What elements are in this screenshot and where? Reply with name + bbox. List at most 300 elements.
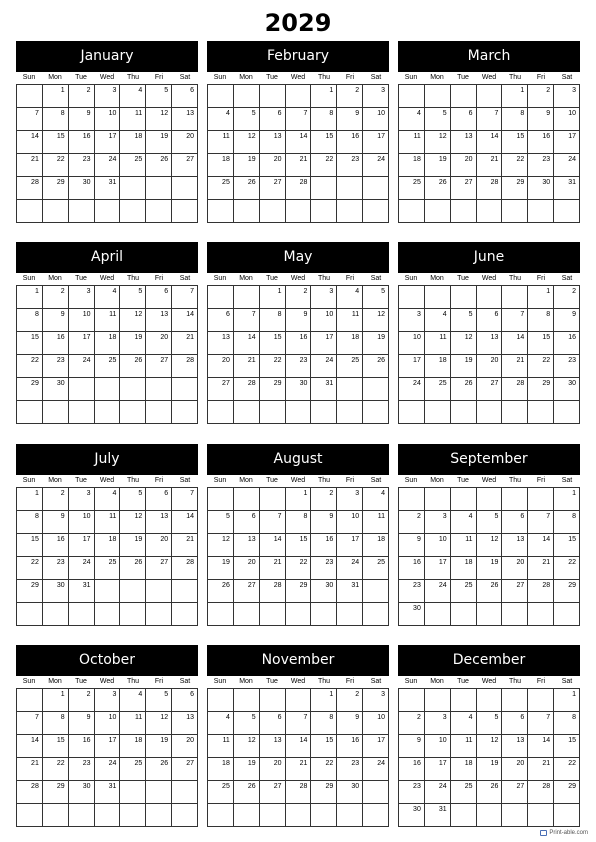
month-february <box>207 41 389 224</box>
day-cell <box>399 286 425 309</box>
day-cell: 25 <box>425 378 451 401</box>
day-cell: 20 <box>451 154 477 177</box>
day-cell: 30 <box>337 781 363 804</box>
day-cell <box>477 401 503 424</box>
day-cell: 19 <box>120 332 146 355</box>
weekday-label: Wed <box>481 477 497 484</box>
weekday-label: Fri <box>345 678 355 685</box>
weekday-label: Mon <box>239 477 253 484</box>
day-cell: 20 <box>234 557 260 580</box>
weekday-label: Wed <box>290 477 306 484</box>
weekday-row <box>398 72 580 84</box>
day-cell <box>146 177 172 200</box>
day-cell: 17 <box>337 534 363 557</box>
day-cell: 19 <box>146 735 172 758</box>
day-grid <box>398 688 580 827</box>
day-cell: 20 <box>502 758 528 781</box>
day-cell: 14 <box>502 332 528 355</box>
day-cell: 2 <box>311 488 337 511</box>
day-grid <box>16 487 198 626</box>
day-cell: 30 <box>69 177 95 200</box>
weekday-row <box>207 72 389 84</box>
day-cell <box>260 85 286 108</box>
weekday-label: Sat <box>370 678 382 685</box>
weekday-label: Thu <box>508 74 522 81</box>
day-cell <box>286 689 312 712</box>
day-cell: 31 <box>95 781 121 804</box>
day-cell: 8 <box>17 309 43 332</box>
day-cell: 1 <box>311 85 337 108</box>
day-cell: 22 <box>17 355 43 378</box>
day-cell: 6 <box>208 309 234 332</box>
day-cell: 2 <box>399 511 425 534</box>
day-cell: 7 <box>17 108 43 131</box>
day-cell: 11 <box>337 309 363 332</box>
month-header: June <box>398 242 580 273</box>
weekday-label: Wed <box>290 275 306 282</box>
day-cell: 29 <box>311 781 337 804</box>
day-cell <box>363 177 389 200</box>
weekday-label: Tue <box>457 477 469 484</box>
day-cell: 11 <box>208 131 234 154</box>
day-cell: 29 <box>260 378 286 401</box>
weekday-row <box>16 72 198 84</box>
day-cell <box>528 401 554 424</box>
day-cell: 27 <box>146 355 172 378</box>
weekday-label: Mon <box>48 74 62 81</box>
day-cell: 11 <box>95 511 121 534</box>
day-cell: 24 <box>95 758 121 781</box>
day-cell: 10 <box>363 108 389 131</box>
day-cell: 7 <box>260 511 286 534</box>
day-cell: 25 <box>95 355 121 378</box>
day-cell <box>69 401 95 424</box>
day-grid <box>398 487 580 626</box>
day-cell <box>311 401 337 424</box>
weekday-label: Sat <box>370 275 382 282</box>
day-cell: 20 <box>146 534 172 557</box>
day-cell <box>528 200 554 223</box>
day-cell: 1 <box>311 689 337 712</box>
day-cell: 13 <box>477 332 503 355</box>
day-cell: 7 <box>477 108 503 131</box>
weekday-label: Sun <box>404 477 418 484</box>
day-cell <box>363 401 389 424</box>
day-cell <box>554 804 580 827</box>
day-cell <box>337 378 363 401</box>
day-cell: 9 <box>286 309 312 332</box>
day-cell: 22 <box>260 355 286 378</box>
day-cell: 14 <box>172 309 198 332</box>
day-cell: 23 <box>69 758 95 781</box>
day-cell: 31 <box>425 804 451 827</box>
day-cell: 23 <box>554 355 580 378</box>
day-cell: 30 <box>43 580 69 603</box>
day-cell: 8 <box>260 309 286 332</box>
day-cell: 14 <box>528 534 554 557</box>
day-cell: 21 <box>528 758 554 781</box>
day-cell <box>260 603 286 626</box>
day-cell: 19 <box>120 534 146 557</box>
day-cell: 19 <box>234 154 260 177</box>
day-cell: 10 <box>311 309 337 332</box>
day-cell: 27 <box>502 781 528 804</box>
day-cell: 5 <box>208 511 234 534</box>
day-cell <box>120 378 146 401</box>
day-cell: 4 <box>208 108 234 131</box>
weekday-label: Fri <box>345 477 355 484</box>
day-cell: 13 <box>208 332 234 355</box>
day-cell <box>234 603 260 626</box>
day-cell: 3 <box>363 689 389 712</box>
day-cell <box>17 689 43 712</box>
day-cell: 9 <box>528 108 554 131</box>
day-cell: 22 <box>311 758 337 781</box>
day-cell <box>120 177 146 200</box>
month-march <box>398 41 580 224</box>
day-cell: 2 <box>43 286 69 309</box>
day-cell: 29 <box>43 177 69 200</box>
day-cell: 25 <box>399 177 425 200</box>
day-cell: 16 <box>69 735 95 758</box>
day-cell <box>399 689 425 712</box>
day-cell <box>146 781 172 804</box>
day-cell: 18 <box>425 355 451 378</box>
day-cell: 26 <box>234 781 260 804</box>
day-cell <box>451 603 477 626</box>
weekday-label: Thu <box>508 275 522 282</box>
weekday-label: Mon <box>430 477 444 484</box>
day-cell: 7 <box>17 712 43 735</box>
day-cell: 7 <box>528 511 554 534</box>
day-cell: 9 <box>337 712 363 735</box>
day-cell: 13 <box>502 534 528 557</box>
weekday-label: Thu <box>317 477 331 484</box>
month-june <box>398 242 580 425</box>
weekday-label: Sun <box>213 477 227 484</box>
day-cell: 23 <box>43 355 69 378</box>
day-cell: 29 <box>554 781 580 804</box>
weekday-label: Sun <box>213 678 227 685</box>
day-cell <box>208 200 234 223</box>
day-cell <box>286 401 312 424</box>
weekday-label: Tue <box>457 678 469 685</box>
day-cell: 17 <box>311 332 337 355</box>
day-cell: 20 <box>146 332 172 355</box>
day-cell <box>260 488 286 511</box>
day-cell: 24 <box>69 557 95 580</box>
day-cell <box>363 580 389 603</box>
day-cell: 15 <box>286 534 312 557</box>
day-cell: 13 <box>172 712 198 735</box>
day-cell <box>17 401 43 424</box>
day-cell: 2 <box>43 488 69 511</box>
day-cell: 4 <box>120 85 146 108</box>
day-cell: 3 <box>554 85 580 108</box>
day-cell <box>146 200 172 223</box>
day-cell: 24 <box>337 557 363 580</box>
day-cell: 8 <box>502 108 528 131</box>
month-header: April <box>16 242 198 273</box>
weekday-label: Wed <box>290 74 306 81</box>
day-cell: 4 <box>95 488 121 511</box>
day-cell: 21 <box>286 154 312 177</box>
day-cell: 10 <box>69 309 95 332</box>
day-cell: 6 <box>502 511 528 534</box>
day-cell: 18 <box>451 557 477 580</box>
weekday-label: Wed <box>99 477 115 484</box>
day-cell: 1 <box>554 689 580 712</box>
day-cell: 17 <box>554 131 580 154</box>
weekday-label: Thu <box>317 74 331 81</box>
weekday-label: Fri <box>345 275 355 282</box>
day-cell: 2 <box>69 689 95 712</box>
day-cell: 5 <box>234 712 260 735</box>
weekday-row <box>207 676 389 688</box>
day-cell <box>337 804 363 827</box>
day-cell: 9 <box>43 309 69 332</box>
month-october <box>16 645 198 828</box>
day-cell: 13 <box>146 511 172 534</box>
day-cell: 18 <box>120 131 146 154</box>
day-cell: 10 <box>69 511 95 534</box>
day-cell: 25 <box>337 355 363 378</box>
day-cell: 17 <box>95 735 121 758</box>
day-cell: 14 <box>17 131 43 154</box>
weekday-label: Thu <box>317 275 331 282</box>
day-cell: 15 <box>311 131 337 154</box>
day-cell: 28 <box>17 781 43 804</box>
day-cell: 11 <box>120 108 146 131</box>
day-cell <box>172 580 198 603</box>
day-cell: 24 <box>95 154 121 177</box>
weekday-label: Fri <box>154 275 164 282</box>
weekday-label: Fri <box>154 678 164 685</box>
day-cell: 5 <box>451 309 477 332</box>
day-cell <box>477 689 503 712</box>
day-cell: 1 <box>286 488 312 511</box>
day-cell: 3 <box>425 511 451 534</box>
day-cell: 25 <box>451 580 477 603</box>
day-cell: 23 <box>528 154 554 177</box>
day-cell: 9 <box>554 309 580 332</box>
day-cell <box>208 401 234 424</box>
day-cell: 28 <box>286 781 312 804</box>
day-cell: 20 <box>260 154 286 177</box>
day-cell: 2 <box>337 689 363 712</box>
day-cell <box>172 177 198 200</box>
day-cell: 1 <box>43 689 69 712</box>
day-cell <box>69 378 95 401</box>
day-cell: 18 <box>399 154 425 177</box>
day-cell <box>528 488 554 511</box>
day-cell: 9 <box>43 511 69 534</box>
day-cell: 19 <box>451 355 477 378</box>
day-cell <box>363 781 389 804</box>
weekday-label: Sun <box>22 678 36 685</box>
weekday-label: Thu <box>126 275 140 282</box>
day-cell: 29 <box>43 781 69 804</box>
day-cell <box>172 200 198 223</box>
day-cell: 8 <box>528 309 554 332</box>
day-cell: 23 <box>337 758 363 781</box>
footer-logo-text: Print-able.com <box>549 830 588 836</box>
day-cell: 3 <box>69 488 95 511</box>
day-cell: 24 <box>425 580 451 603</box>
day-cell <box>451 804 477 827</box>
day-cell: 4 <box>95 286 121 309</box>
day-cell: 30 <box>69 781 95 804</box>
day-cell: 28 <box>172 355 198 378</box>
day-cell: 8 <box>286 511 312 534</box>
day-cell: 18 <box>95 534 121 557</box>
month-may <box>207 242 389 425</box>
day-cell <box>286 804 312 827</box>
day-cell: 8 <box>554 511 580 534</box>
day-cell: 25 <box>120 154 146 177</box>
day-cell: 10 <box>95 712 121 735</box>
day-cell <box>234 804 260 827</box>
day-cell: 18 <box>208 154 234 177</box>
day-cell: 26 <box>451 378 477 401</box>
day-cell: 8 <box>311 712 337 735</box>
day-cell: 6 <box>234 511 260 534</box>
day-cell: 1 <box>260 286 286 309</box>
day-cell: 3 <box>69 286 95 309</box>
day-grid <box>207 285 389 424</box>
day-cell: 21 <box>234 355 260 378</box>
day-cell: 27 <box>502 580 528 603</box>
day-cell: 7 <box>286 712 312 735</box>
day-cell: 7 <box>172 286 198 309</box>
day-cell <box>208 689 234 712</box>
day-cell: 14 <box>286 735 312 758</box>
day-cell <box>337 177 363 200</box>
day-cell: 27 <box>172 758 198 781</box>
month-header: September <box>398 444 580 475</box>
day-cell: 9 <box>399 534 425 557</box>
day-cell: 3 <box>311 286 337 309</box>
day-cell: 30 <box>528 177 554 200</box>
day-cell: 5 <box>146 689 172 712</box>
day-cell: 2 <box>337 85 363 108</box>
day-grid <box>207 487 389 626</box>
day-cell: 22 <box>43 154 69 177</box>
day-cell: 31 <box>69 580 95 603</box>
day-cell: 24 <box>69 355 95 378</box>
weekday-label: Tue <box>75 678 87 685</box>
day-cell <box>451 286 477 309</box>
day-cell <box>502 603 528 626</box>
weekday-label: Sat <box>179 678 191 685</box>
day-cell <box>451 401 477 424</box>
day-cell: 17 <box>95 131 121 154</box>
day-cell: 15 <box>554 534 580 557</box>
weekday-label: Sat <box>370 477 382 484</box>
day-cell: 6 <box>172 85 198 108</box>
weekday-label: Fri <box>154 477 164 484</box>
day-cell <box>425 401 451 424</box>
day-cell: 23 <box>43 557 69 580</box>
day-cell: 30 <box>399 603 425 626</box>
day-cell: 3 <box>425 712 451 735</box>
weekday-label: Thu <box>317 678 331 685</box>
day-cell: 28 <box>528 781 554 804</box>
weekday-label: Wed <box>290 678 306 685</box>
day-cell: 28 <box>528 580 554 603</box>
day-cell <box>425 85 451 108</box>
day-cell: 8 <box>311 108 337 131</box>
weekday-row <box>207 475 389 487</box>
day-cell: 16 <box>337 735 363 758</box>
day-cell <box>451 488 477 511</box>
weekday-label: Sat <box>561 678 573 685</box>
day-cell <box>120 580 146 603</box>
day-cell <box>17 85 43 108</box>
day-cell <box>208 85 234 108</box>
day-cell <box>69 603 95 626</box>
weekday-label: Thu <box>126 477 140 484</box>
day-cell: 4 <box>425 309 451 332</box>
day-cell <box>95 378 121 401</box>
day-cell <box>95 401 121 424</box>
day-cell: 4 <box>337 286 363 309</box>
day-cell: 12 <box>234 735 260 758</box>
day-cell <box>286 200 312 223</box>
calendar-logo-icon <box>540 830 547 836</box>
day-cell <box>120 781 146 804</box>
day-cell: 15 <box>17 534 43 557</box>
month-header: January <box>16 41 198 72</box>
day-cell <box>399 401 425 424</box>
day-cell: 16 <box>69 131 95 154</box>
weekday-label: Tue <box>457 74 469 81</box>
day-cell: 17 <box>69 332 95 355</box>
weekday-label: Tue <box>266 678 278 685</box>
day-cell: 10 <box>554 108 580 131</box>
day-cell: 17 <box>425 758 451 781</box>
day-cell <box>260 401 286 424</box>
weekday-label: Wed <box>481 678 497 685</box>
day-cell: 29 <box>17 580 43 603</box>
day-cell: 16 <box>399 557 425 580</box>
day-cell: 20 <box>208 355 234 378</box>
day-cell <box>311 603 337 626</box>
day-cell <box>172 804 198 827</box>
weekday-label: Sun <box>22 477 36 484</box>
weekday-row <box>398 475 580 487</box>
day-cell <box>425 286 451 309</box>
day-cell: 9 <box>399 735 425 758</box>
day-cell <box>477 286 503 309</box>
day-cell <box>43 603 69 626</box>
day-cell: 24 <box>399 378 425 401</box>
day-cell: 16 <box>43 534 69 557</box>
day-cell: 19 <box>425 154 451 177</box>
day-cell: 19 <box>146 131 172 154</box>
day-cell: 16 <box>528 131 554 154</box>
weekday-label: Wed <box>481 275 497 282</box>
day-cell <box>399 200 425 223</box>
day-cell: 19 <box>477 557 503 580</box>
month-header: March <box>398 41 580 72</box>
weekday-label: Wed <box>481 74 497 81</box>
day-cell: 15 <box>554 735 580 758</box>
day-cell: 5 <box>120 286 146 309</box>
day-cell: 3 <box>399 309 425 332</box>
day-cell: 1 <box>17 488 43 511</box>
day-cell <box>172 401 198 424</box>
